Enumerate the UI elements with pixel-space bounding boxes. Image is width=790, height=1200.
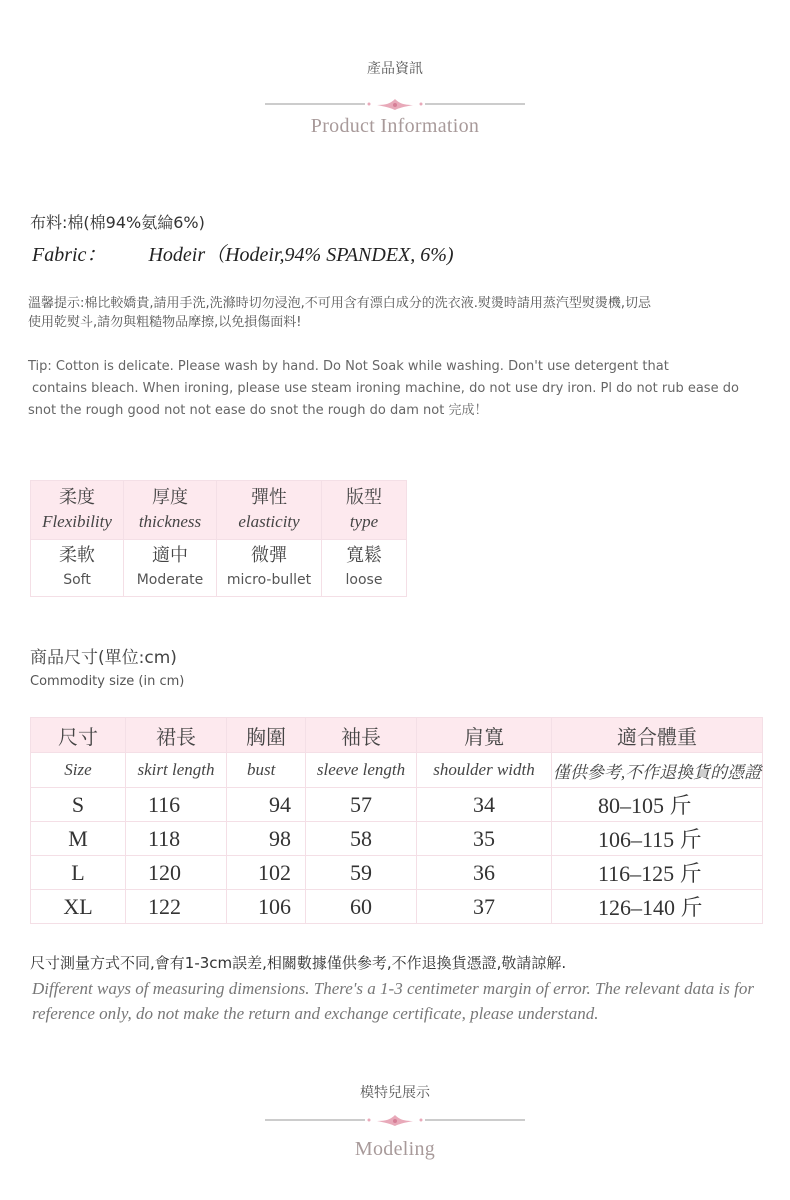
properties-table (30, 480, 407, 597)
col-bust-cn: 胸圍 (227, 718, 306, 753)
col-weight-note: 僅供參考,不作退換貨的憑證 (552, 753, 763, 788)
size-title-en: Commodity size (in cm) (30, 674, 185, 689)
care-en-line-2: contains bleach. When ironing, please use steam ironing machine, do not use dry iron. Pl do not rub ease do (32, 381, 739, 396)
modeling-title-cn: 模特兒展示 (360, 1085, 430, 1101)
care-cn-line-2: 使用乾熨斗,請勿與粗糙物品摩擦,以免損傷面料! (28, 315, 302, 330)
col-shoulder-en: shoulder width (417, 753, 552, 788)
prop-value-flexibility: 柔軟 Soft (31, 540, 124, 597)
care-en-line-1: Tip: Cotton is delicate. Please wash by hand. Do Not Soak while washing. Don't use detergent that (28, 359, 669, 374)
table-row: S 116 94 57 34 80–105 斤 (31, 788, 763, 822)
prop-value-elasticity: 微彈 micro-bullet (217, 540, 322, 597)
prop-value-type: 寬鬆 loose (322, 540, 407, 597)
prop-header-elasticity: 彈性 elasticity (217, 481, 322, 540)
care-en-line-3: snot the rough good not not ease do snot the rough do dam not 完成！ (28, 403, 488, 418)
col-size-cn: 尺寸 (31, 718, 126, 753)
fabric-label-en: Fabric： (32, 244, 107, 266)
col-sleeve-cn: 袖長 (306, 718, 417, 753)
size-table-header-cn (31, 718, 763, 753)
prop-value-thickness: 適中 Moderate (124, 540, 217, 597)
col-shoulder-cn: 肩寬 (417, 718, 552, 753)
fabric-cn: 布料:棉(棉94%氨綸6%) (30, 213, 205, 232)
col-skirt-cn: 裙長 (126, 718, 227, 753)
size-table-header-en (31, 753, 763, 788)
size-title-cn: 商品尺寸(單位:cm) (30, 648, 177, 668)
care-note-en (28, 356, 773, 422)
size-table (30, 717, 763, 924)
col-bust-en: bust (227, 753, 306, 788)
ornament-divider (265, 96, 525, 112)
ornament-divider (265, 1112, 525, 1128)
table-row: XL 122 106 60 37 126–140 斤 (31, 890, 763, 924)
table-row: M 118 98 58 35 106–115 斤 (31, 822, 763, 856)
col-weight-cn: 適合體重 (552, 718, 763, 753)
col-sleeve-en: sleeve length (306, 753, 417, 788)
col-size-en: Size (31, 753, 126, 788)
care-note-cn (28, 294, 768, 332)
modeling-title-en: Modeling (354, 1138, 436, 1160)
care-cn-line-1: 溫馨提示:棉比較嬌貴,請用手洗,洗滌時切勿浸泡,不可用含有漂白成分的洗衣液.熨燙時請用蒸汽型熨燙機,切忌 (28, 296, 652, 311)
product-info-title-cn: 產品資訊 (367, 61, 423, 77)
col-skirt-en: skirt length (126, 753, 227, 788)
fabric-en (32, 238, 454, 267)
fabric-value-en: Hodeir（Hodeir,94% SPANDEX, 6%) (148, 244, 454, 266)
prop-header-type: 版型 type (322, 481, 407, 540)
measurement-note-en: Different ways of measuring dimensions. There's a 1-3 centimeter margin of error. The relevant data is for reference only, do not make the return and exchange certificate, please understand. (32, 979, 754, 1023)
table-row: L 120 102 59 36 116–125 斤 (31, 856, 763, 890)
measurement-note-cn: 尺寸測量方式不同,會有1-3cm誤差,相關數據僅供參考,不作退換貨憑證,敬請諒解. (30, 954, 567, 972)
prop-header-thickness: 厚度 thickness (124, 481, 217, 540)
product-info-title-en: Product Information (310, 115, 480, 137)
prop-header-flexibility: 柔度 Flexibility (31, 481, 124, 540)
